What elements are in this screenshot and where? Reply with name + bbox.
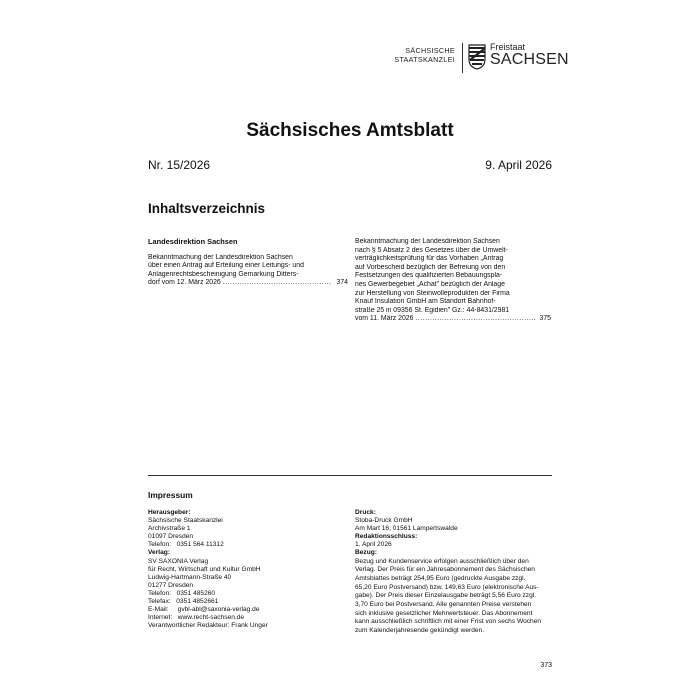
bezug-label: Bezug:: [355, 549, 377, 557]
bezug-line: Verlag. Der Preis für ein Jahresabonnement des Sächsischen: [355, 566, 535, 574]
toc-entry-line: straße 25 in 09356 St. Egidien" Gz.: 44-8431/2981: [355, 306, 510, 314]
toc-entry-line: Festsetzungen des qualifizierten Bebauungspla-: [355, 272, 503, 280]
page-number: 373: [540, 662, 552, 669]
staatskanzlei-logo-text: [394, 46, 455, 64]
toc-entry-line: über einen Antrag auf Erteilung einer Leitungs- und: [148, 262, 304, 270]
toc-entry-line: vom 11. März 2026: [355, 315, 414, 323]
redaktionsschluss-date: 1. April 2026: [355, 541, 392, 549]
verlag-line: 01277 Dresden: [148, 581, 194, 589]
bezug-line: kann ausschließlich schriftlich mit einer Frist von sechs Wochen: [355, 618, 542, 626]
bezug-line: gabe). Der Preis dieser Einzelausgabe beträgt 5,56 Euro zzgl.: [355, 592, 537, 600]
toc-entry-line: Bekanntmachung der Landesdirektion Sachsen: [148, 253, 293, 261]
verlag-line: SV SAXONIA Verlag: [148, 557, 209, 565]
toc-entry-line: Anlagenrechtsbescheinigung Gemarkung Ditters-: [148, 270, 299, 278]
bezug-line: Amtsblattes beträgt 254,95 Euro (gedruckte Ausgabe zzgl.: [355, 574, 526, 582]
bezug-line: 3,70 Euro bei Postversand. Alle genannten Preise verstehen: [355, 601, 532, 609]
toc-page-number: 375: [539, 315, 551, 323]
saxony-coat-of-arms-icon: [468, 44, 486, 70]
verlag-line: Ludwig-Hartmann-Straße 40: [148, 573, 232, 581]
toc-column-left: [148, 238, 348, 288]
impressum-column-left: [148, 509, 348, 630]
issue-date: 9. April 2026: [485, 158, 552, 172]
impressum-column-right: [355, 509, 552, 636]
toc-entry-line: nes Gewerbegebiet „Achat" bezüglich der Anlage: [355, 280, 505, 288]
toc-entry[interactable]: [355, 238, 551, 324]
logo-line-1: SÄCHSISCHE: [405, 46, 455, 55]
toc-entry-line: Knauf Insulation GmbH am Standort Bahnhof-: [355, 298, 496, 306]
verlag-editor: Verantwortlicher Redakteur: Frank Unger: [148, 622, 268, 630]
verlag-website-link[interactable]: Internet: www.recht-sachsen.de: [148, 614, 245, 622]
toc-leader-dots: [223, 279, 332, 288]
bezug-text: [355, 558, 552, 636]
issue-number: Nr. 15/2026: [148, 158, 211, 172]
toc-entry[interactable]: [148, 254, 348, 288]
verlag-phone: Telefon: 0351 485260: [148, 589, 216, 597]
document-title: Sächsisches Amtsblatt: [246, 120, 454, 141]
logo-freistaat: Freistaat: [490, 42, 526, 52]
herausgeber-line: 01097 Dresden: [148, 533, 194, 541]
impressum-heading: Impressum: [148, 490, 193, 500]
verlag-label: Verlag:: [148, 549, 170, 557]
druck-label: Druck:: [355, 509, 376, 516]
toc-entry-line: nach § 5 Absatz 2 des Gesetzes über die Umwelt-: [355, 246, 508, 254]
herausgeber-line: Sächsische Staatskanzlei: [148, 517, 223, 525]
toc-entry-line: zur Herstellung von Steinwolleprodukten der Firma: [355, 289, 510, 297]
bezug-line: zum Kalenderjahresende gekündigt werden.: [355, 627, 485, 635]
toc-entry-last-line: [148, 279, 348, 288]
impressum-divider: [148, 475, 552, 476]
toc-entry-line: auf Vorbescheid bezüglich der Befreiung von den: [355, 263, 506, 271]
herausgeber-line: Archivstraße 1: [148, 525, 191, 533]
toc-entry-line: dorf vom 12. März 2026: [148, 279, 221, 287]
toc-leader-dots: [415, 315, 534, 324]
druck-line: Am Mart 16, 01561 Lampertswalde: [355, 525, 458, 533]
bezug-line: Bezug und Kundenservice erfolgen ausschließlich über den: [355, 557, 529, 565]
redaktionsschluss-label: Redaktionsschluss:: [355, 533, 418, 541]
verlag-fax: Telefax: 0351 4852661: [148, 598, 219, 606]
toc-entry-line: verträglichkeitsprüfung für das Vorhaben „Antrag: [355, 255, 504, 263]
verlag-line: für Recht, Wirtschaft und Kultur GmbH: [148, 565, 261, 573]
toc-column-right: [355, 238, 551, 324]
toc-page-number: 374: [336, 279, 348, 287]
druck-line: Stoba-Druck GmbH: [355, 517, 413, 525]
bezug-line: 65,20 Euro Postversand) bzw. 149,63 Euro (elektronische Aus-: [355, 583, 539, 591]
logo-line-2: STAATSKANZLEI: [394, 55, 455, 64]
bezug-line: sich inklusive gesetzlicher Mehrwertsteuer. Das Abonnement: [355, 609, 533, 617]
toc-entry-line: Bekanntmachung der Landesdirektion Sachsen: [355, 238, 500, 245]
toc-heading: Inhaltsverzeichnis: [148, 201, 266, 216]
herausgeber-label: Herausgeber:: [148, 509, 191, 516]
toc-section-heading: Landesdirektion Sachsen: [148, 237, 238, 246]
logo-divider: [462, 43, 463, 73]
verlag-email-link[interactable]: E-Mail: gvbl-abl@saxonia-verlag.de: [148, 606, 260, 614]
herausgeber-phone: Telefon: 0351 564 11312: [148, 541, 224, 549]
toc-entry-last-line: [355, 315, 551, 324]
logo-sachsen: SACHSEN: [490, 51, 569, 68]
